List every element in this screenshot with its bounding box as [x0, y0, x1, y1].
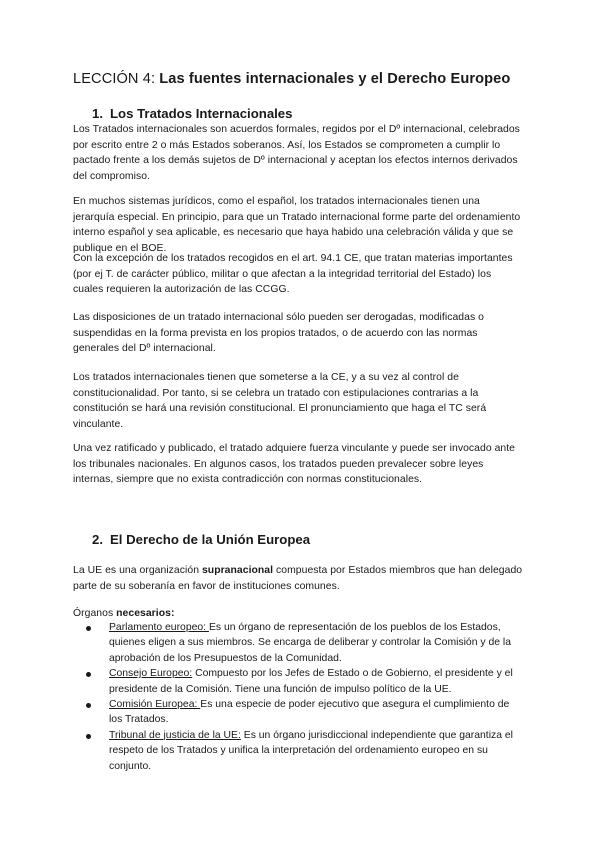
section-2-title: El Derecho de la Unión Europea [110, 532, 311, 547]
section-2-intro [73, 563, 523, 594]
bullet-icon [86, 734, 91, 739]
lesson-title-prefix: LECCIÓN 4: [73, 71, 160, 87]
list-item [73, 697, 523, 728]
organ-description: Es una especie de poder ejecutivo que asegura el cumplimiento de los Tratados. [109, 699, 510, 726]
intro-text-end: compuesta por Estados miembros que han delegado parte de su soberanía en favor de instituciones comunes. [73, 565, 523, 592]
organ-term: Parlamento europeo: [109, 622, 209, 633]
list-item [73, 620, 523, 666]
bullet-icon [86, 672, 91, 677]
list-item [73, 666, 523, 697]
section-1-heading [92, 106, 292, 121]
section-1-paragraph-3: Con la excepción de los tratados recogidos en el art. 94.1 CE, que tratan materias importantes (por ej T. de carácter público, militar o que afectan a la integridad territorial del Estado) los cuales requieren la autorización de las CCGG. [73, 253, 513, 296]
organ-term: Comisión Europea: [109, 699, 201, 711]
section-1-paragraph-4: Las disposiciones de un tratado internacional sólo pueden ser derogadas, modificadas o suspendidas en la forma prevista en los propios tratados, o de acuerdo con las normas generales del Dº internacional. [73, 312, 484, 355]
section-2-number: 2. [92, 532, 103, 547]
section-1-paragraph-2: En muchos sistemas jurídicos, como el español, los tratados internacionales tienen una jerarquía especial. En principio, para que un Tratado internacional forme parte del ordenamiento interno español y sea aplicable, es necesario que haya habido una celebración válida y que se publique en el BOE. [73, 196, 521, 254]
organ-description: Es un órgano jurisdiccional independiente que garantiza el respeto de los Tratados y unifica la interpretación del ordenamiento europeo en su conjunto. [109, 729, 513, 772]
organ-term: Tribunal de justicia de la UE: [109, 729, 241, 741]
organ-description: Es un órgano de representación de los pueblos de los Estados, quienes eligen a sus miembros. Se encarga de deliberar y controlar la Comisión y de la aprobación de los Presupuestos de la Comunidad. [109, 622, 511, 664]
organ-description: Compuesto por los Jefes de Estado o de Gobierno, el presidente y el presidente de la Comisión. Tiene una función de impulso político de la UE. [109, 668, 513, 695]
section-1-number: 1. [92, 106, 103, 121]
organs-label-bold: necesarios: [116, 608, 175, 619]
section-1-paragraph-1: Los Tratados internacionales son acuerdos formales, regidos por el Dº internacional, celebrados por escrito entre 2 o más Estados soberanos. Así, los Estados se comprometen a cumplir lo pactado frente a los demás sujetos de Dº internacional y aceptan los efectos internos derivados del compromiso. [73, 124, 520, 182]
section-1-paragraph-6: Una vez ratificado y publicado, el tratado adquiere fuerza vinculante y puede ser invocado ante los tribunales nacionales. En algunos casos, los tratados pueden prevalecer sobre leyes internas, siempre que no exista contradicción con normas constitucionales. [73, 443, 516, 486]
bullet-icon [86, 703, 91, 708]
section-1-title: Los Tratados Internacionales [110, 106, 293, 121]
lesson-title [73, 71, 510, 87]
lesson-title-main: Las fuentes internacionales y el Derecho Europeo [159, 71, 511, 87]
intro-text-start: La UE es una organización [73, 565, 202, 576]
section-1-paragraph-5: Los tratados internacionales tienen que someterse a la CE, y a su vez al control de constitucionalidad. Por tanto, si se celebra un tratado con estipulaciones contrarias a la constitución se hará una revisión constitucional. El pronunciamiento que haga el TC será vinculante. [73, 372, 487, 430]
list-item [73, 728, 523, 774]
intro-bold-term: supranacional [201, 565, 274, 576]
organ-term: Consejo Europeo: [109, 668, 193, 680]
organs-list [73, 620, 523, 774]
bullet-icon [86, 626, 91, 631]
organs-label-text: Órganos [73, 608, 117, 619]
section-2-heading [92, 532, 310, 547]
